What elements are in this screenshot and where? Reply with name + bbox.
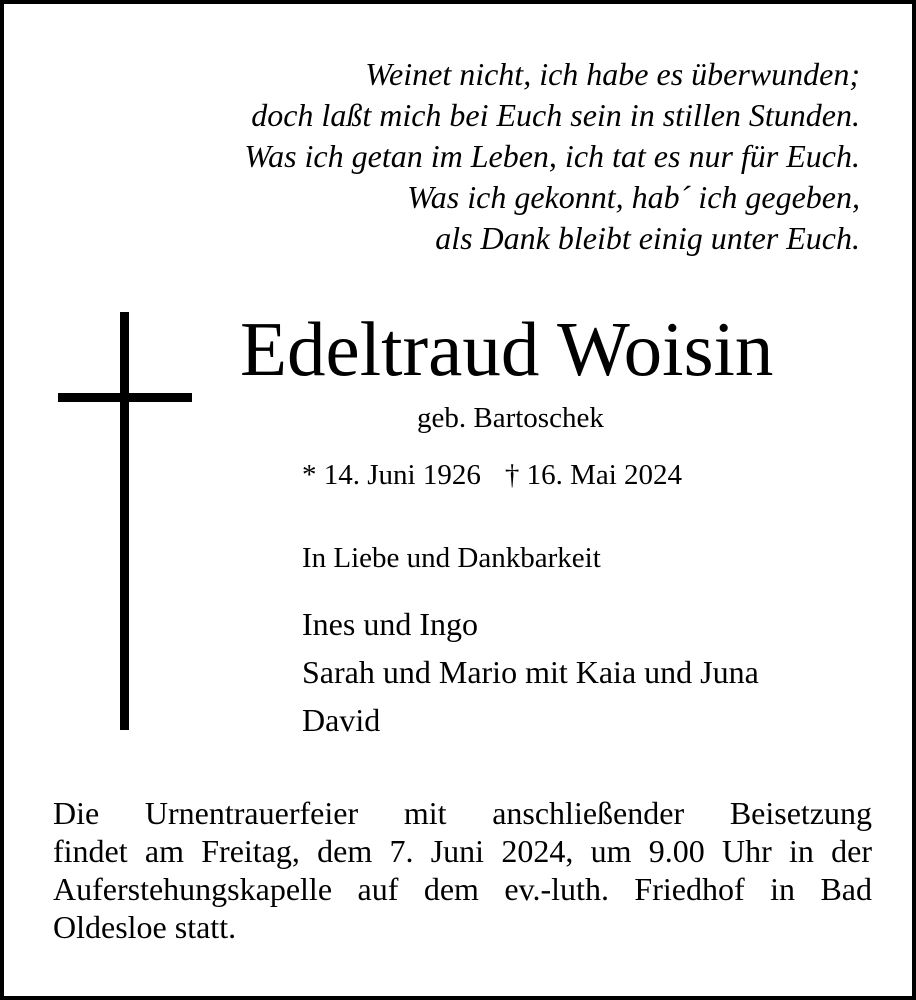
poem-line: als Dank bleibt einig unter Euch. <box>435 220 860 256</box>
life-dates <box>302 457 682 493</box>
birth-date: * 14. Juni 1926 <box>302 459 481 491</box>
mourner-line: David <box>302 702 381 738</box>
notice-line: findet am Freitag, dem 7. Juni 2024, um 9.00 Uhr in der <box>53 833 872 869</box>
poem <box>244 54 860 259</box>
poem-line: doch laßt mich bei Euch sein in stillen Stunden. <box>251 97 860 133</box>
cross-horizontal-bar <box>58 393 192 402</box>
cross-vertical-bar <box>120 312 129 730</box>
death-date: † 16. Mai 2024 <box>504 459 683 491</box>
notice-line: Auferstehungskapelle auf dem ev.-luth. Friedhof in Bad <box>53 871 872 907</box>
mourners-intro: In Liebe und Dankbarkeit <box>302 542 601 574</box>
mourner-line: Sarah und Mario mit Kaia und Juna <box>302 654 759 690</box>
notice-line: Oldesloe statt. <box>53 909 237 945</box>
poem-line: Was ich gekonnt, hab´ ich gegeben, <box>407 179 860 215</box>
maiden-name: geb. Bartoschek <box>417 402 604 434</box>
notice-line: Die Urnentrauerfeier mit anschließender Beisetzung <box>53 795 872 831</box>
mourner-line: Ines und Ingo <box>302 606 478 642</box>
funeral-notice <box>53 794 872 946</box>
poem-line: Was ich getan im Leben, ich tat es nur für Euch. <box>244 138 860 174</box>
deceased-name: Edeltraud Woisin <box>240 306 774 392</box>
mourners-list <box>302 600 759 744</box>
poem-line: Weinet nicht, ich habe es überwunden; <box>365 56 860 92</box>
